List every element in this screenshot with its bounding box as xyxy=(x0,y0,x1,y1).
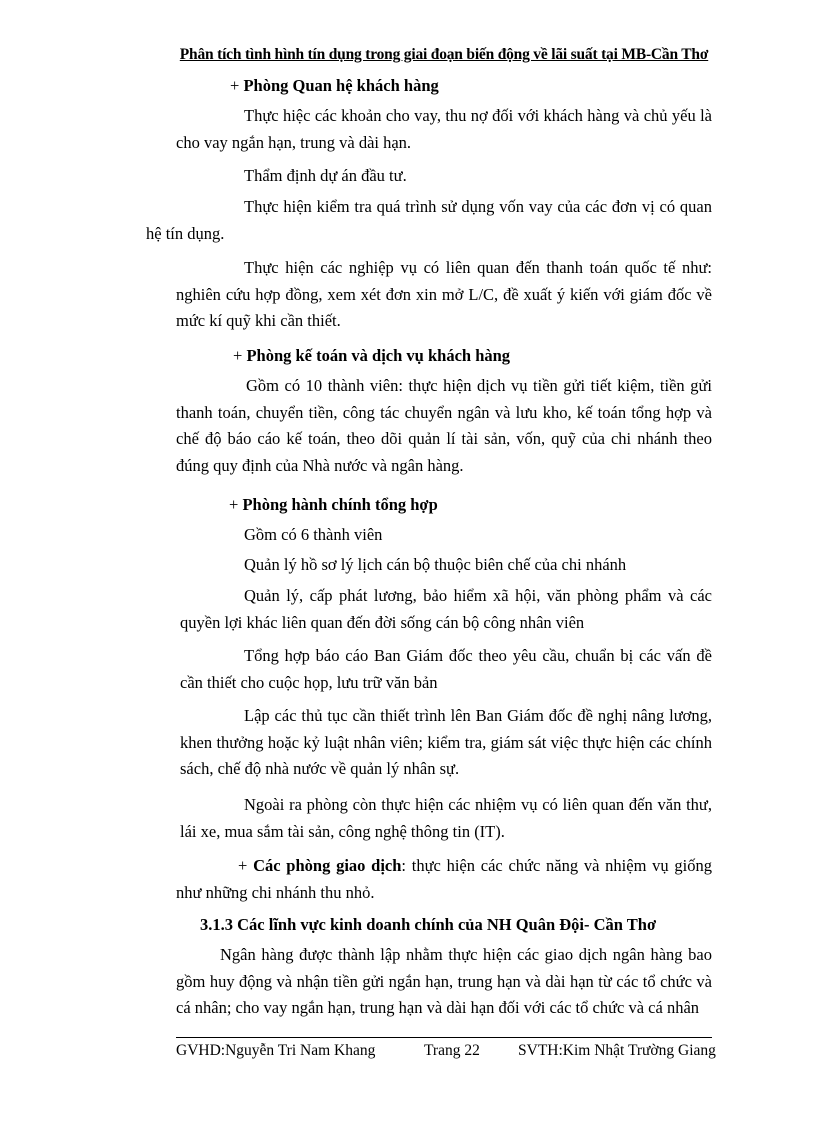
section-heading-quan-he xyxy=(230,73,439,100)
paragraph: Thực hiệc các khoản cho vay, thu nợ đối với khách hàng và chủ yếu là cho vay ngắn hạn, trung và dài hạn. xyxy=(176,106,712,152)
subsection-heading: 3.1.3 Các lĩnh vực kinh doanh chính của NH Quân Đội- Cần Thơ xyxy=(200,915,657,934)
footer-rule xyxy=(176,1037,712,1038)
bullet-prefix: + xyxy=(229,495,243,514)
paragraph: Thẩm định dự án đầu tư. xyxy=(244,166,407,185)
section-text: : thực hiện các chức năng và nhiệm vụ giống như những chi nhánh thu nhỏ. xyxy=(176,856,712,902)
paragraph: Thực hiện kiểm tra quá trình sử dụng vốn vay của các đơn vị có quan hệ tín dụng. xyxy=(146,197,712,243)
section-paragraph-giao-dich xyxy=(176,853,712,906)
section-title: Phòng hành chính tổng hợp xyxy=(242,495,438,514)
paragraph: Gồm có 10 thành viên: thực hiện dịch vụ tiền gửi tiết kiệm, tiền gửi thanh toán, chuyển tiền, công tác chuyển ngân và lưu kho, kế toán tổng hợp và chế độ báo cáo kế toán, theo dõi quản lí tài sản, vốn, quỹ của chi nhánh theo đúng quy định của Nhà nước và ngân hàng. xyxy=(176,376,712,475)
footer-gvhd: GVHD:Nguyễn Tri Nam Khang xyxy=(176,1042,376,1059)
section-heading-ke-toan xyxy=(233,343,510,370)
paragraph: Gồm có 6 thành viên xyxy=(244,525,383,544)
paragraph: Quản lý hồ sơ lý lịch cán bộ thuộc biên chế của chi nhánh xyxy=(244,555,627,574)
paragraph: Thực hiện các nghiệp vụ có liên quan đến thanh toán quốc tế như: nghiên cứu hợp đồng, xem xét đơn xin mở L/C, đề xuất ý kiến với giám đốc về mức kí quỹ khi cần thiết. xyxy=(176,258,712,330)
paragraph: Ngân hàng được thành lập nhằm thực hiện các giao dịch ngân hàng bao gồm huy động và nhận tiền gửi ngắn hạn, trung hạn và dài hạn từ các tổ chức và cá nhân; cho vay ngắn hạn, trung hạn và dài hạn đối với các tổ chức và cá nhân xyxy=(176,945,712,1017)
page-header: Phân tích tình hình tín dụng trong giai đoạn biến động về lãi suất tại MB-Cần Thơ xyxy=(179,46,709,63)
paragraph: Lập các thủ tục cần thiết trình lên Ban Giám đốc đề nghị nâng lương, khen thưởng hoặc kỷ luật nhân viên; kiểm tra, giám sát việc thực hiện các chính sách, chế độ nhà nước về quản lý nhân sự. xyxy=(180,706,712,778)
paragraph: Quản lý, cấp phát lương, bảo hiểm xã hội, văn phòng phẩm và các quyền lợi khác liên quan đến đời sống cán bộ công nhân viên xyxy=(180,586,712,632)
footer-page-number: Trang 22 xyxy=(424,1042,480,1059)
section-title: Các phòng giao dịch xyxy=(253,856,402,875)
bullet-prefix: + xyxy=(233,346,247,365)
paragraph: Tổng hợp báo cáo Ban Giám đốc theo yêu cầu, chuẩn bị các vấn đề cần thiết cho cuộc họp, lưu trữ văn bản xyxy=(180,646,712,692)
bullet-prefix: + xyxy=(230,76,244,95)
section-title: Phòng Quan hệ khách hàng xyxy=(243,76,439,95)
section-heading-hanh-chinh xyxy=(229,492,438,519)
bullet-prefix: + xyxy=(238,856,254,875)
paragraph: Ngoài ra phòng còn thực hiện các nhiệm vụ có liên quan đến văn thư, lái xe, mua sắm tài sản, công nghệ thông tin (IT). xyxy=(180,795,712,841)
footer-svth: SVTH:Kim Nhật Trường Giang xyxy=(518,1042,716,1059)
section-title: Phòng kế toán và dịch vụ khách hàng xyxy=(246,346,511,365)
